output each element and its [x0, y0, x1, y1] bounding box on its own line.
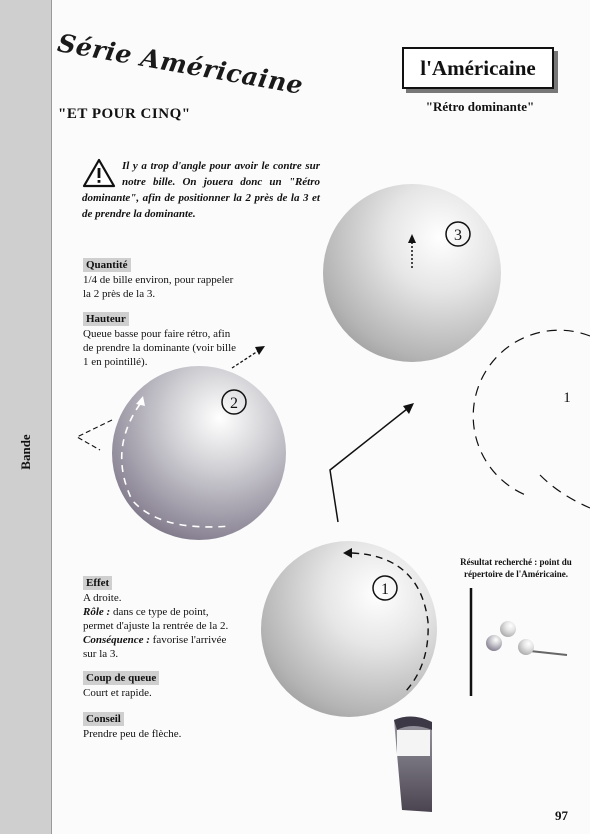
- result-ball: [500, 621, 516, 637]
- result-cue: [530, 651, 567, 655]
- result-ball: [486, 635, 502, 651]
- ball-3: [323, 184, 501, 362]
- ball-1: [261, 541, 437, 717]
- section-text: A droite.: [83, 592, 122, 604]
- role-label: Rôle :: [83, 606, 111, 618]
- section-text: de prendre la dominante (voir bille: [83, 342, 237, 354]
- section-label: Effet: [83, 576, 112, 590]
- cue-stick: [394, 716, 432, 812]
- section-text: Queue basse pour faire rétro, afin: [83, 328, 231, 340]
- ball-1-number: 1: [381, 581, 389, 598]
- result-caption-line: Résultat recherché : point du: [460, 557, 572, 567]
- section-text: permet d'ajuste la rentrée de la 2.: [83, 620, 229, 632]
- ball-2-number: 2: [230, 395, 238, 412]
- series-title: Série Américaine: [55, 28, 306, 100]
- page-title-subtitle: "Rétro dominante": [425, 99, 535, 114]
- section-text: Prendre peu de flèche.: [83, 728, 182, 740]
- section-text: 1/4 de bille environ, pour rappeler: [83, 274, 234, 286]
- dotted-arrow: [232, 351, 258, 368]
- ghost-ball: [473, 330, 590, 496]
- page-number: 97: [555, 808, 568, 823]
- section-label: Coup de queue: [83, 671, 159, 685]
- ghost-ball-number: 1: [563, 390, 571, 406]
- section-label: Conseil: [83, 712, 124, 726]
- result-caption: [442, 556, 590, 580]
- arrowhead: [255, 346, 265, 355]
- ball-2: [112, 366, 286, 540]
- section-text: sur la 3.: [83, 648, 119, 660]
- page-title: l'Américaine: [402, 47, 554, 89]
- section-text: la 2 près de la 3.: [83, 288, 156, 300]
- section-label: Hauteur: [83, 312, 129, 326]
- result-caption-line: répertoire de l'Américaine.: [463, 569, 569, 579]
- sidebar-label: Bande: [18, 434, 33, 470]
- section-text: 1 en pointillé).: [83, 356, 148, 368]
- arrowhead: [403, 403, 414, 414]
- section-label: Quantité: [83, 258, 131, 272]
- section-text: favorise l'arrivée: [149, 634, 227, 646]
- ghost-ball: [540, 475, 590, 508]
- trajectory-line: [330, 409, 407, 522]
- consequence-label: Conséquence :: [83, 634, 150, 646]
- section-text: dans ce type de point,: [110, 606, 209, 618]
- ball-3-number: 3: [454, 227, 462, 244]
- warning-text: Il y a trop d'angle pour avoir le contre sur notre bille. On jouera donc un "Rétro dominante", afin de positionner la 2 près de la 3 et de prendre la dominante.: [82, 160, 320, 220]
- result-ball: [518, 639, 534, 655]
- dashed-bounce: [77, 420, 112, 450]
- section-text: Court et rapide.: [83, 687, 152, 699]
- subtitle: "ET POUR CINQ": [58, 106, 191, 122]
